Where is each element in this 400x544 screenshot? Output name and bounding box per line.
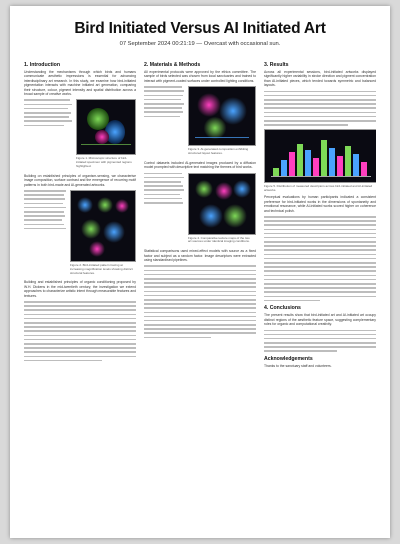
figure-1 — [76, 99, 136, 171]
acknowledgements-paragraph: Thanks to the sanctuary staff and volunteers. — [264, 364, 332, 369]
figure-4-caption: Figure 4. Comparative texture maps of the two art sources under identical imaging conditions. — [188, 235, 250, 244]
figure-2-caption: Figure 2. Bird-initiated pattern tracing at increasing magnification levels showing distinct structural features. — [70, 263, 133, 275]
section-heading-methods: 2. Materials & Methods — [144, 62, 201, 68]
intro-text-block-3 — [24, 301, 136, 361]
results-text-block — [264, 91, 376, 126]
figure-3-caption: Figure 3. AI-generated composition exhibiting structured layout features. — [188, 147, 249, 156]
figure-4 — [188, 173, 256, 248]
section-heading-introduction: 1. Introduction — [24, 62, 61, 68]
poster-subtitle: 07 September 2024 00:21:19 — Overcast with occasional sun. — [119, 41, 281, 47]
results-paragraph-2: Perceptual evaluations by human participants indicated a consistent preference for bird-initiated works in the dimensions of spontaneity and emotional resonance, while AI-initiated works scored higher on coherence and technical polish. — [264, 195, 376, 213]
figure-3 — [188, 86, 256, 159]
intro-paragraph-1: Understanding the mechanisms through which birds and humans communicate aesthetic impressions is essential for advancing interdisciplinary art research. In this study, we examine how bird-initiated pigmentation interacts with machine initiated art generation, comparing their structure, colour, pigment intensity and spatial distribution across a broad sample of creative works. — [24, 70, 136, 97]
conclusions-paragraph: The present results show that bird-initiated art and AI-initiated art occupy distinct regions of the aesthetic feature space, suggesting complementary roles for organic and computational creativity. — [264, 313, 376, 327]
section-heading-acknowledgements: Acknowledgements — [264, 356, 313, 363]
figure-1-caption: Figure 1. Microscopic structure of bird-initiated specimen with pigmented regions highlighted. — [76, 156, 132, 169]
figure-2 — [70, 190, 136, 278]
figure-1-image — [76, 99, 136, 155]
column-introduction — [24, 62, 136, 532]
results-paragraph-1: Across all experimental sessions, bird-initiated artworks displayed significantly higher variability in stroke direction and pigment concentration than AI-initiated pieces, which tended towards symmetric and balanced layouts. — [264, 70, 376, 88]
figure-5-caption: Figure 5. Distribution of measured descriptors across bird-initiated and AI-initiated artworks. — [264, 183, 373, 192]
column-results — [264, 62, 376, 532]
intro-paragraph-2: Building on established principles of organism-sensing, we characterise image composition, surface contrast and the emergence of recurring motif patterns in both bird-made and AI-generated artworks. — [24, 173, 136, 187]
figure-2-image — [70, 190, 136, 262]
poster-sheet — [10, 6, 390, 538]
results-text-block-2 — [264, 216, 376, 301]
figure-5-image — [264, 129, 376, 183]
methods-text-block-3 — [144, 265, 256, 338]
intro-paragraph-3: Building and established principles of organic conditioning proposed by W.H. Dickens in the mid-twentieth century, the investigation we extend approaches to characterize artistic intent through measurable features and textures. — [24, 280, 136, 298]
figure-3-image — [188, 86, 256, 146]
section-heading-results: 3. Results — [264, 62, 289, 68]
poster-title: Bird Initiated Versus AI Initiated Art — [74, 20, 326, 37]
conclusions-text-block — [264, 330, 376, 353]
figure-4-image — [188, 173, 256, 235]
section-heading-conclusions: 4. Conclusions — [264, 305, 301, 312]
column-methods — [144, 62, 256, 532]
methods-paragraph-3: Statistical comparisons used mixed-effect models with source as a fixed factor and subject as a random factor. Image descriptors were extracted using standardised pipelines. — [144, 249, 256, 263]
figure-5 — [264, 129, 376, 193]
methods-paragraph-2: Control datasets included AI-generated images produced by a diffusion model prompted with descriptive text matching the themes of bird works. — [144, 160, 256, 170]
methods-paragraph-1: All experimental protocols were approved by the ethics committee. The sample of birds selected was chosen from local sanctuaries and trained to interact with pigment-coated surfaces under controlled lighting conditions. — [144, 70, 256, 83]
